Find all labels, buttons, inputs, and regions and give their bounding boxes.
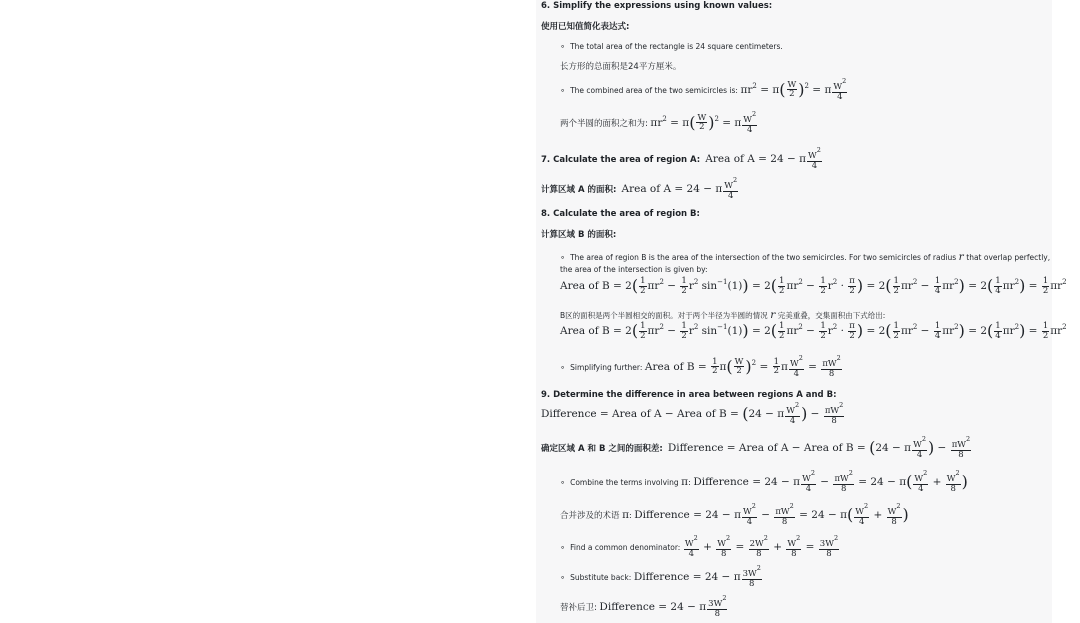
list-item-cont: the area of the intersection is given by: bbox=[560, 265, 708, 274]
list-item: ∘ The total area of the rectangle is 24 square centimeters. bbox=[560, 42, 783, 51]
step-7: 7. Calculate the area of region A: Area of A = 24 − π $\frac{W^2}{4}$ bbox=[541, 146, 821, 171]
list-item: ∘ The combined area of the two semicircles is: $\pi r^2 = \pi$( $\frac{W}{2}$ )$^2$ = π $\frac{W^2}{4}$ bbox=[560, 77, 847, 102]
step-8-title-cn: 计算区域 B 的面积: bbox=[541, 230, 617, 240]
list-item: ∘ Simplifying further: Area of B = $\frac{1}{2}$ π( $\frac{W}{2}$ )$^2$ = $\frac{1}{2}$ π $\frac{W^2}{4}$ = $\frac{\pi W^2}{8}$ bbox=[560, 354, 841, 379]
step-7-cn: 计算区域 A 的面积: Area of A = 24 − π $\frac{W^2}{4}$ bbox=[541, 176, 738, 201]
list-item-cn: 替补后卫: Difference = 24 − π $\frac{3W^2}{8}$ bbox=[560, 594, 727, 619]
step-9-title: 9. Determine the difference in area between regions A and B: bbox=[541, 390, 837, 400]
area-b-formula-cn: Area of B = 2( $\frac{1}{2}$ $\pi r^2$ − $\frac{1}{2}$ $r^2$ $\sin^{-1}(1)) = 2$( $\frac{1}{2}$ $\pi r^2$ − $\frac{1}{2}$ $r^2$ · $\frac{\pi}{2}$ ) = 2( $\frac{1}{2}$ $\pi r^2$ − $\frac{1}{4}$ $\pi r^2) = 2$( $\frac{1}{4}$ $\pi r^2$) = $\frac{1}{2}$ $\pi r^2$ bbox=[560, 321, 1067, 341]
list-item: ∘ Substitute back: Difference = 24 − π $\frac{3W^2}{8}$ bbox=[560, 564, 761, 589]
list-item: ∘ Find a common denominator: $\frac{W^2}{4}$ + $\frac{W^2}{8}$ = $\frac{2W^2}{8}$ + $\frac{W^2}{8}$ = $\frac{3W^2}{8}$ bbox=[560, 534, 839, 559]
step-6-title-cn: 使用已知值简化表达式: bbox=[541, 22, 630, 32]
step-8-title: 8. Calculate the area of region B: bbox=[541, 209, 700, 219]
list-item: ∘ Combine the terms involving π: Difference = 24 − π $\frac{W^2}{4}$ − $\frac{\pi W^2}{8}$ = 24 − π( $\frac{W^2}{4}$ + $\frac{W^2}{8}$ ) bbox=[560, 469, 968, 494]
list-item-cn: 长方形的总面积是24平方厘米。 bbox=[560, 62, 682, 72]
step-6-title: 6. Simplify the expressions using known values: bbox=[541, 1, 773, 11]
list-item: ∘ The area of region B is the area of the intersection of the two semicircles. For two semicircles of radius r that overlap perfectly, bbox=[560, 251, 1051, 263]
list-item-cn: 两个半圆的面积之和为: $\pi r^2 = \pi$( $\frac{W}{2}$ )$^2$ = π $\frac{W^2}{4}$ bbox=[560, 110, 757, 135]
list-item-cn: B区的面积是两个半圆相交的面积。对于两个半径为半圆的情况 r 完美重叠，交集面积由下式给出: bbox=[560, 309, 886, 321]
difference-formula-cn: 确定区域 A 和 B 之间的面积差: Difference = Area of A − Area of B = (24 − π $\frac{W^2}{4}$ ) − $\frac{\pi W^2}{8}$ bbox=[541, 435, 971, 460]
list-item-cn: 合并涉及的术语 π: Difference = 24 − π $\frac{W^2}{4}$ − $\frac{\pi W^2}{8}$ = 24 − π( $\frac{W^2}{4}$ + $\frac{W^2}{8}$ ) bbox=[560, 502, 909, 527]
area-b-formula: Area of B = 2( $\frac{1}{2}$ $\pi r^2$ − $\frac{1}{2}$ $r^2$ $\sin^{-1}(1)) = 2$( $\frac{1}{2}$ $\pi r^2$ − $\frac{1}{2}$ $r^2$ · $\frac{\pi}{2}$ ) = 2( $\frac{1}{2}$ $\pi r^2$ − $\frac{1}{4}$ $\pi r^2) = 2$( $\frac{1}{4}$ $\pi r^2$) = $\frac{1}{2}$ $\pi r^2$ bbox=[560, 276, 1067, 296]
difference-formula: Difference = Area of A − Area of B = (24 − π $\frac{W^2}{4}$ ) − $\frac{\pi W^2}{8}$ bbox=[541, 401, 844, 426]
